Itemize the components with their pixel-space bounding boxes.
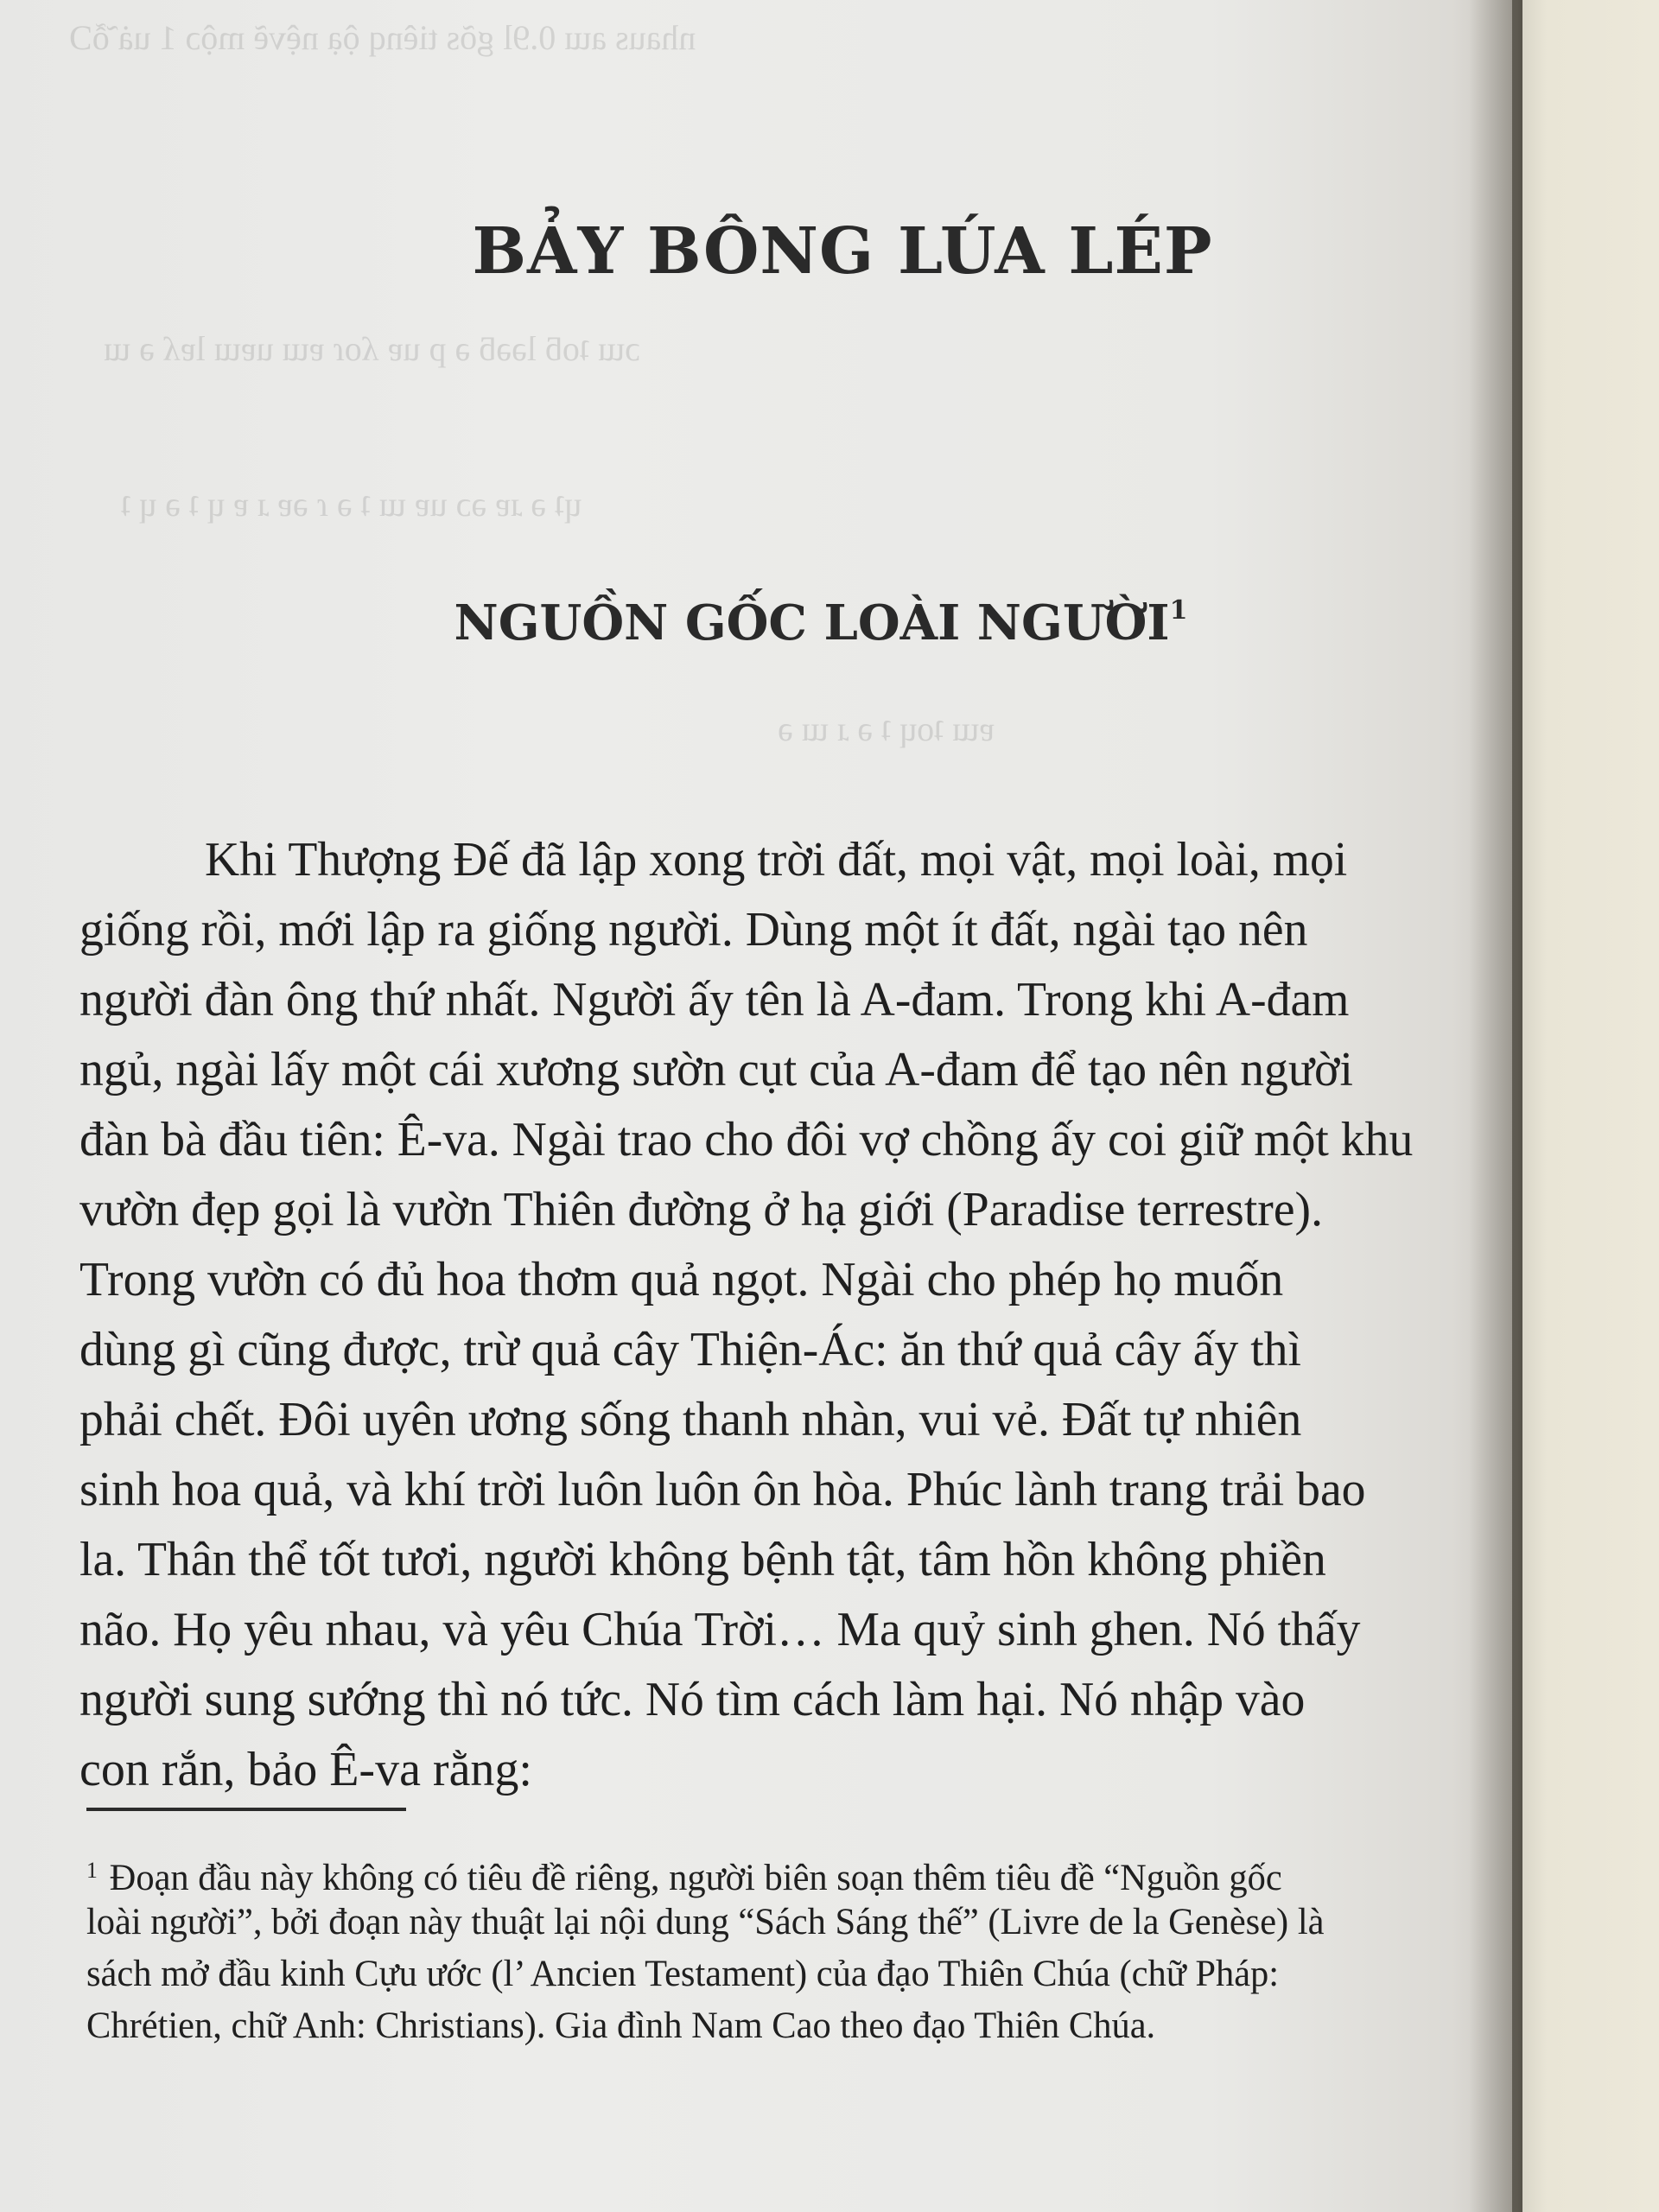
body-line: người sung sướng thì nó tức. Nó tìm cách làm hại. Nó nhập vào xyxy=(79,1673,1306,1726)
footnote-line: loài người”, bởi đoạn này thuật lại nội dung “Sách Sáng thế” (Livre de la Genèse) là xyxy=(86,1902,1325,1942)
footnote-line xyxy=(86,2052,1469,2104)
body-line: đàn bà đầu tiên: Ê-va. Ngài trao cho đôi vợ chồng ấy coi giữ một khu xyxy=(79,1113,1414,1166)
body-line: vườn đẹp gọi là vườn Thiên đường ở hạ giới (Paradise terrestre). xyxy=(79,1183,1323,1236)
body-line: phải chết. Đôi uyên ương sống thanh nhàn, vui vẻ. Đất tự nhiên xyxy=(79,1393,1302,1446)
body-line: con rắn, bảo Ê-va rằng: xyxy=(79,1743,532,1796)
footnote-line: Chrétien, chữ Anh: Christians). Gia đình Nam Cao theo đạo Thiên Chúa. xyxy=(86,2005,1156,2046)
body-line: la. Thân thể tốt tươi, người không bệnh tật, tâm hồn không phiền xyxy=(79,1533,1326,1586)
section-heading xyxy=(0,594,1642,652)
body-line: não. Họ yêu nhau, và yêu Chúa Trời… Ma quỷ sinh ghen. Nó thấy xyxy=(79,1603,1361,1656)
section-heading-text: NGUỒN GỐC LOÀI NGƯỜI xyxy=(454,594,1170,652)
body-line: Khi Thượng Đế đã lập xong trời đất, mọi vật, mọi loài, mọi xyxy=(205,833,1348,887)
body-line: ngủ, ngài lấy một cái xương sườn cụt của A-đam để tạo nên người xyxy=(79,1043,1353,1096)
body-line: giống rồi, mới lập ra giống người. Dùng một ít đất, ngài tạo nên xyxy=(79,903,1308,957)
body-line: dùng gì cũng được, trừ quả cây Thiện-Ác: ăn thứ quả cây ấy thì xyxy=(79,1323,1301,1376)
footnote xyxy=(86,1845,1486,2104)
body-line: Trong vườn có đủ hoa thơm quả ngọt. Ngài cho phép họ muốn xyxy=(79,1253,1284,1306)
body-line: người đàn ông thứ nhất. Người ấy tên là A-đam. Trong khi A-đam xyxy=(79,973,1350,1027)
body-line: sinh hoa quả, và khí trời luôn luôn ôn hòa. Phúc lành trang trải bao xyxy=(79,1463,1366,1516)
footnote-rule xyxy=(86,1808,406,1811)
page-title: BẢY BÔNG LÚA LÉP xyxy=(472,214,1213,289)
adjacent-page xyxy=(1522,0,1659,2212)
footnote-line: sách mở đầu kinh Cựu ước (l’ Ancien Testament) của đạo Thiên Chúa (chữ Pháp: xyxy=(86,1954,1280,1994)
footnote-marker: 1 xyxy=(1169,595,1188,626)
body-text xyxy=(79,825,1479,1805)
footnote-line-text: Đoạn đầu này không có tiêu đề riêng, người biên soạn thêm tiêu đề “Nguồn gốc xyxy=(109,1858,1282,1898)
footnote-number: 1 xyxy=(86,1858,98,1883)
footnote-line xyxy=(86,1845,1469,1897)
show-through-text: nhaus aɯ 0.9l gõs tiênq ộạ nệvẽ mộɔ 1 uȧ̃ ỗƆ ɔɯ ʇoƃ lǝǝƃ ǝ p uɐ ʎoɾ ɐɯ uɐɯ lɐʎ ǝ ɯ ɥʇ ǝ ɹɐ ǝɔ uɐ ɯ ʇ ǝ ɾ ǝɐ ɹ ɐ ɥ ʇ ǝ ɥ ʇ ɐɯ ʇoɥ ʇ ǝ ɹ ɯ ǝ xyxy=(69,18,995,748)
